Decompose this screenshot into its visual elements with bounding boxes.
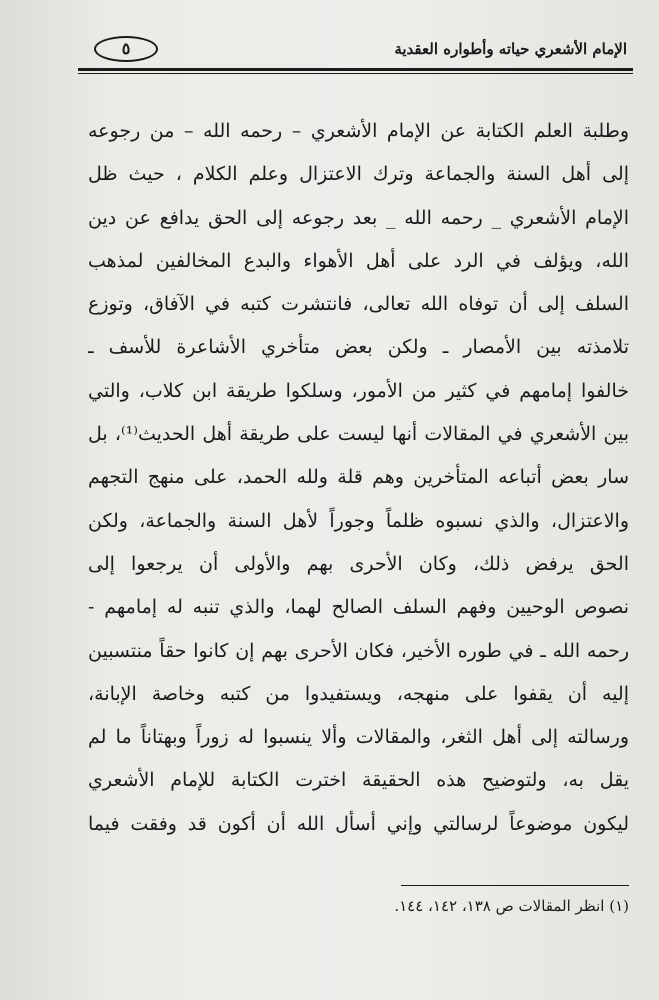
text-line: خالفوا إمامهم في كثير من الأمور، وسلكوا طريقة ابن كلاب، والتي — [88, 379, 629, 402]
text-line: تلامذته بين الأمصار ـ ولكن بعض متأخري الأشاعرة للأسف ـ — [88, 336, 629, 359]
header-rule-thin — [78, 73, 633, 74]
text-line: نصوص الوحيين وفهم السلف الصالح لهما، والذي تنبه له إمامهم - — [88, 596, 629, 619]
text-line: الله، ويؤلف في الرد على أهل الأهواء والبدع المخالفين لمذهب — [88, 249, 629, 272]
text-line: وطلبة العلم الكتابة عن الإمام الأشعري – رحمه الله – من رجوعه — [88, 120, 629, 142]
text-line: ورسالته إلى أهل الثغر، والمقالات وألا ينسبوا له زوراً وبهتاناً ما لم — [88, 726, 629, 749]
text-line: السلف إلى أن توفاه الله تعالى، فانتشرت كتبه في الآفاق، وتوزع — [88, 293, 629, 316]
text-line: يقل به، ولتوضيح هذه الحقيقة اخترت الكتابة للإمام الأشعري — [88, 769, 629, 792]
text-line: الإمام الأشعري _ رحمه الله _ بعد رجوعه إلى الحق يدافع عن دين — [88, 206, 629, 229]
running-title: الإمام الأشعري حياته وأطواره العقدية — [394, 40, 627, 58]
page-number: ٥ — [94, 36, 158, 62]
text-line: رحمه الله ـ في طوره الأخير، فكان الأحرى بهم إن كانوا حقاً منتسبين — [88, 639, 629, 662]
text-line: إليه أن يقفوا على منهجه، ويستفيدوا من كتبه وخاصة الإبانة، — [88, 682, 629, 705]
text-line: والاعتزال، والذي نسبوه ظلماً وجوراً لأهل السنة والجماعة، ولكن — [88, 509, 629, 532]
text-line: ليكون موضوعاً لرسالتي وإني أسأل الله أن أكون قد وفقت فيما — [88, 812, 629, 835]
text-line: الحق يرفض ذلك، وكان الأحرى بهم والأولى أن يرجعوا إلى — [88, 552, 629, 575]
text-line: بين الأشعري في المقالات أنها ليست على طريقة أهل الحديث⁽¹⁾، بل — [88, 423, 629, 446]
body-text — [88, 110, 629, 846]
footnote-rule — [401, 885, 629, 886]
page-header — [78, 34, 633, 78]
header-rule — [78, 68, 633, 71]
footnote: (١) انظر المقالات ص ١٣٨، ١٤٢، ١٤٤. — [394, 897, 629, 915]
text-line: سار بعض أتباعه المتأخرين وهم قلة ولله الحمد، على منهج التجهم — [88, 466, 629, 489]
text-line: إلى أهل السنة والجماعة وترك الاعتزال وعلم الكلام ، حيث ظل — [88, 163, 629, 186]
